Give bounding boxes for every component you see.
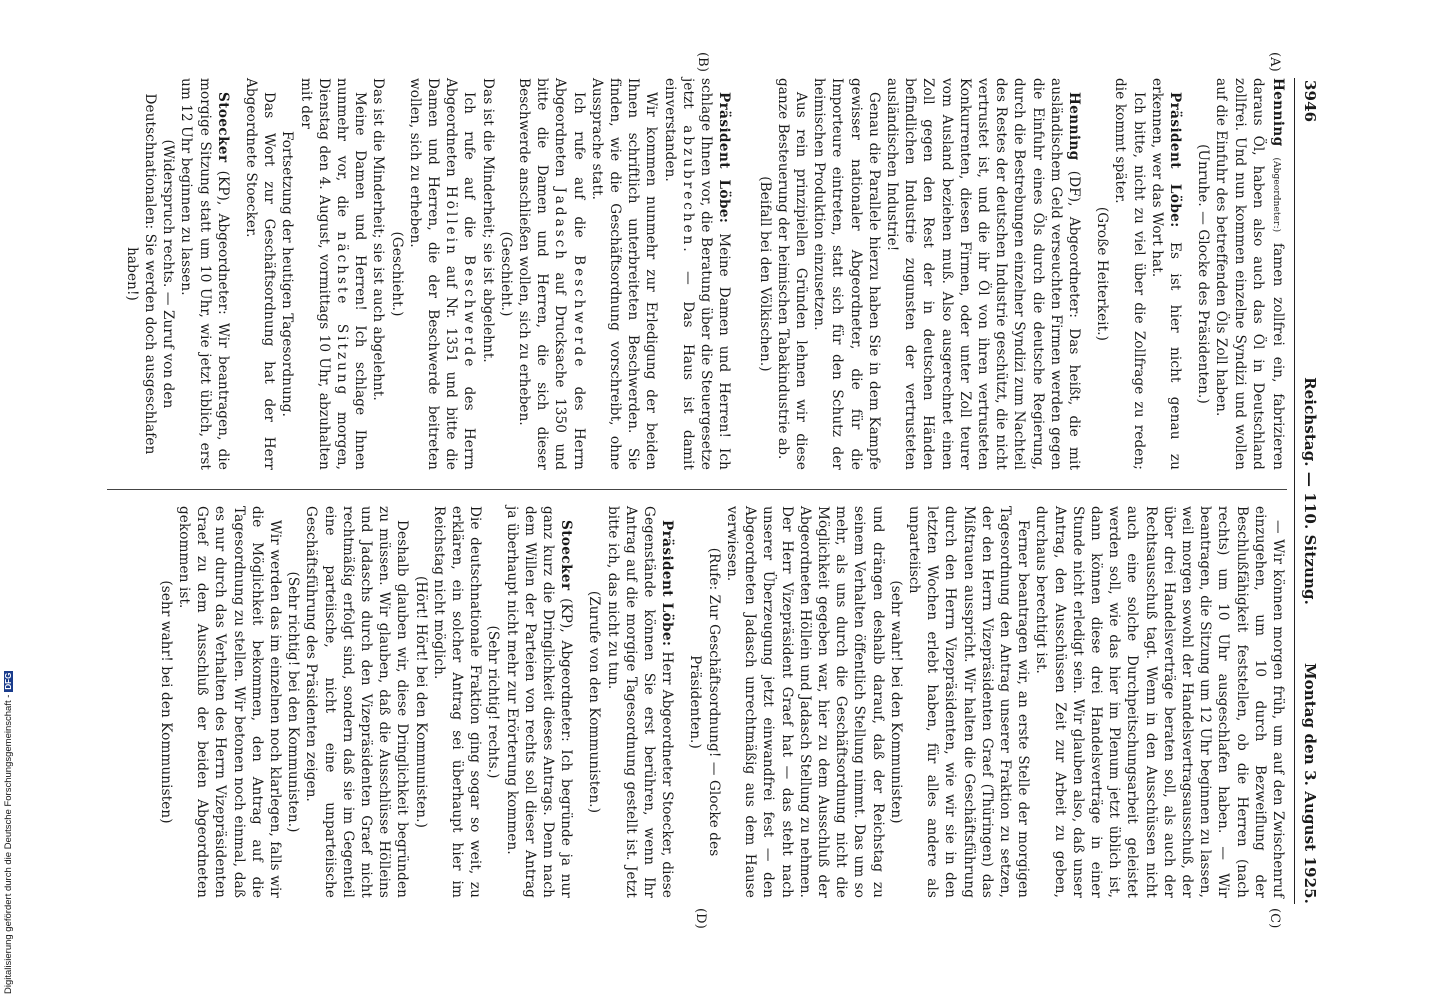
paragraph-text: des Herrn Abgeordneten	[443, 78, 478, 471]
paragraph-text: Ich rufe auf die	[461, 92, 478, 238]
paragraph-text: des Herrn Abgeordneten	[552, 78, 587, 471]
stage-direction: (Geschieht.)	[497, 231, 514, 317]
speaker-name: Präsident Löbe:	[716, 92, 733, 224]
page-header	[1297, 78, 1319, 904]
spaced-name: Höllein	[443, 185, 460, 257]
speaker-name: Stoecker	[558, 520, 575, 591]
paragraph	[1212, 78, 1287, 470]
paragraph	[296, 78, 369, 470]
left-column	[123, 78, 1287, 470]
paragraph-text: (KP), Abgeordneter: Wir beantragen, die morgige Sitzung statt um 10 Uhr, wie jetzt üblich, erst um 12 Uhr beginnen zu lassen.	[178, 78, 231, 470]
paragraph: Das ist die Minderheit; sie ist auch abgelehnt.	[370, 78, 387, 401]
paragraph: — Wir können morgen früh, um auf den Zwischenruf einzugehen, um 10 durch Bezweiflung der Beschlußfähigkeit feststellen, ob die Herren (nach rechts) um 10 Uhr ausgeschlafen haben. — Wir beantragen, die Sitzung um 12 Uhr beginnen zu lassen, weil morgen sowohl der Handelsvertragsausschuß, der über drei Handelsverträge beraten soll, als auch der Rechtsausschuß tagt. Wenn in den Ausschüssen nicht auch eine solche Durchpeitschungsarbeit geleistet werden soll, wie das hier im Plenum jetzt üblich ist, dann können diese drei Handelsverträge in einer Stunde nicht erledigt sein. Wir glauben also, daß unser Antrag, den Ausschüssen Zeit zur Arbeit zu geben, durchaus berechtigt ist.	[1033, 506, 1286, 898]
paragraph: und drängen deshalb darauf, daß der Reichstag zu seinem Verhalten öffentlich Stellung nimmt. Das um so mehr, als uns durch die Geschäftsordnung nicht die Möglichkeit gegeben war, hier zu dem Ausschluß der Abgeordneten Höllein und Jadasch Stellung zu nehmen. Der Herr Vizepräsident Graef hat — das steht nach unserer Überzeugung jetzt einwandfrei fest — den Abgeordneten Jadasch unrechtmäßig aus dem Hause verwiesen.	[723, 506, 886, 898]
speaker-name: Präsident Löbe:	[1166, 92, 1183, 228]
paragraph-text: Es ist hier nicht genau zu erkennen, wer das Wort hat.	[1148, 78, 1183, 471]
stage-direction: (Widerspruch rechts. — Zuruf von den Deutschnationalen: Sie werden doch ausgeschlafen haben!)	[123, 93, 177, 455]
stage-direction: (Unruhe. — Glocke des Präsidenten.)	[1195, 144, 1212, 404]
paragraph-text: auf Nr. 1351 und bitte die Damen und Herren, die der Beschwerde beitreten wollen, sich zu erheben.	[406, 78, 460, 471]
margin-marker-c: (C)	[1267, 908, 1282, 929]
spaced-text: nächste Sitzung	[334, 231, 351, 398]
right-column	[157, 506, 1287, 898]
paragraph-text: Meine Damen und Herren! Ich schlage Ihnen nunmehr vor, die	[334, 78, 369, 470]
spaced-text: abzubrechen.	[679, 125, 696, 255]
paragraph: Die deutschnationale Fraktion ging sogar so weit, zu erklären, ein solcher Antrag sei überhaupt hier im Reichstag nicht möglich.	[430, 506, 484, 898]
speaker-name: Präsident Löbe:	[659, 520, 676, 647]
paragraph: Das Wort zur Geschäftsordnung hat der Herr Abgeordnete Stoecker.	[243, 78, 278, 470]
session-title: Reichstag. — 110. Sitzung.	[1301, 377, 1319, 605]
stage-direction: (Zurufe von den Kommunisten.)	[586, 590, 603, 814]
speaker-name: Henning	[1065, 92, 1082, 161]
stage-direction: (Hört! Hört! bei den Kommunisten.)	[412, 576, 429, 828]
paragraph	[661, 78, 734, 470]
dfg-logo: DFG	[4, 672, 13, 690]
paragraph: Aus rein prinzipiellen Gründen lehnen wir diese ganze Besteuerung der heimischen Tabakindustrie ab.	[774, 78, 809, 470]
paragraph	[502, 506, 575, 898]
margin-marker-b: (B)	[695, 52, 710, 72]
document-page	[94, 52, 1319, 929]
paragraph-text: famen zollfrei ein, fabrizieren daraus Öl, haben also auch das Öl in Deutschland zollfrei. Und nun kommen einzelne Syndizi und wollen auf die Einfuhr des betreffenden Öls Zoll haben.	[1213, 78, 1286, 471]
agenda-line: Fortsetzung der heutigen Tagesordnung.	[279, 130, 296, 418]
spaced-text: Beschwerde	[570, 255, 587, 370]
footer-text: Digitalisierung gefördert durch die Deutsche Forschungsgemeinschaft -	[3, 694, 14, 994]
session-date: Montag den 3. August 1925.	[1301, 662, 1319, 904]
paragraph-text: Ich rufe auf die	[570, 92, 587, 238]
page-number: 3946	[1301, 80, 1319, 123]
paragraph-text: — Das Haus ist damit einverstanden.	[661, 78, 696, 471]
paragraph: Genau die Parallele hierzu haben Sie in dem Kampfe gewisser nationaler Abgeordneter, die für die Importeure eintreten, statt sich für den Schutz der heimischen Produktion einzusetzen.	[811, 78, 882, 470]
paragraph-text: (KP), Abgeordneter: Ich begründe ja nur ganz kurz die Dringlichkeit dieses Antrags. Denn nach dem Willen der Parteien von rechts soll dieser Antrag ja überhaupt nicht mehr zur Erörterung kommen.	[503, 506, 575, 898]
digitization-footer	[3, 594, 17, 994]
paragraph	[883, 78, 1083, 470]
paragraph-text: auf Drucksache 1350 und bitte die Damen und Herren, die sich dieser Beschwerde anschließen wollen, sich zu erheben.	[516, 78, 569, 471]
spaced-name: Jadasch	[552, 187, 569, 263]
paragraph: Ferner beantragen wir, an erste Stelle der morgigen Tagesordnung den Antrag unserer Fraktion zu setzen, der den Herrn Vizepräsidenten Graef (Thüringen) das Mißtrauen ausspricht. Wir halten die Geschäftsführung durch den Herrn Vizepräsidenten, wie wir sie in den letzten Wochen erlebt haben, für alles andere als unparteiisch	[905, 506, 1032, 898]
paragraph-text: Herr Abgeordneter Stoecker, diese Gegenstände können Sie erst berühren, wenn Ihr Antrag auf die morgige Tagesordnung gestellt ist. Jetzt bitte ich, das nicht zu tun.	[604, 506, 676, 898]
stage-direction: (Rufe: Zur Geschäftsordnung! — Glocke des Präsidenten.)	[687, 547, 722, 857]
paragraph-text: (DF), Abgeordneter: Das heißt, die mit ausländischem Geld verseuchten Firmen werden gegen die Einfuhr eines Öls durch die deutsche Regierung, durch die Bestrebungen einzelner Syndizi zum Nachteil des Restes der deutschen Industrie geschützt, die nicht vertrustet ist, und die ihr Öl von ihren vertrusteten Konkurrenten, diesen Firmen, oder unter Zoll teurer vom Ausland beziehen muß. Also ausgerechnet einen Zoll gegen den Rest der in deutschen Händen befindlichen Industrie zugunsten der vertrusteten ausländischen Industrie!	[883, 78, 1082, 471]
margin-marker-a: (A)	[1267, 52, 1282, 72]
stage-direction: (Große Heiterkeit.)	[1094, 206, 1111, 342]
speaker-role: (Abgeordneter:)	[1271, 157, 1281, 233]
paragraph: Ich bitte, nicht zu viel über die Zollfrage zu reden; die kommt später.	[1112, 78, 1147, 470]
spaced-text: Beschwerde	[461, 255, 478, 370]
header-rule	[1294, 78, 1295, 904]
paragraph	[406, 78, 479, 470]
stage-direction: (Beifall bei den Völkischen.)	[756, 176, 773, 372]
paragraph: Deshalb glauben wir, diese Dringlichkeit begründen zu müssen. Wir glauben, daß die Ausschlüsse Hölleins und Jadaschs durch den Vizepräsidenten Graef nicht rechtmäßig erfolgt sind, sondern daß sie im Gegenteil eine parteiische, nicht eine unparteiische Geschäftsführung des Präsidenten zeigen.	[303, 506, 411, 898]
speaker-name: Henning	[1270, 78, 1286, 147]
paragraph: Wir kommen nunmehr zur Erledigung der beiden Ihnen schriftlich unterbreiteten Beschwerden. Sie finden, wie die Geschäftsordnung vorschreibt, ohne Aussprache statt.	[588, 78, 660, 470]
paragraph	[177, 78, 232, 470]
margin-marker-d: (D)	[693, 908, 708, 929]
stage-direction: (sehr wahr! bei den Kommunisten)	[887, 580, 904, 824]
paragraph	[1148, 78, 1184, 470]
paragraph	[515, 78, 588, 470]
column-divider	[107, 489, 1287, 490]
stage-direction: (Geschieht.)	[388, 231, 405, 317]
speaker-name: Stoecker	[214, 92, 231, 163]
paragraph: Wir werden das im einzelnen noch klarlegen, falls wir die Möglichkeit bekommen, den Antrag auf die Tagesordnung zu stellen. Wir betonen noch einmal, daß es nur durch das Verhalten des Herrn Vizepräsidenten Graef zu dem Ausschluß der beiden Abgeordneten gekommen ist.	[176, 506, 284, 898]
stage-direction: (sehr wahr! bei den Kommunisten)	[157, 580, 174, 824]
stage-direction: (Sehr richtig! rechts.)	[485, 625, 502, 779]
paragraph: Das ist die Minderheit; sie ist abgelehnt.	[479, 78, 496, 363]
paragraph-text: Meine Damen und Herren! Ich schlage Ihnen vor, die Beratung über die Steuergesetze jetzt	[679, 78, 733, 470]
paragraph	[603, 506, 676, 898]
stage-direction: (Sehr richtig! bei den Kommunisten.)	[285, 571, 302, 833]
paragraph-text: morgen, Dienstag den 4. August, vormittags 10 Uhr, abzuhalten mit der	[297, 78, 351, 471]
